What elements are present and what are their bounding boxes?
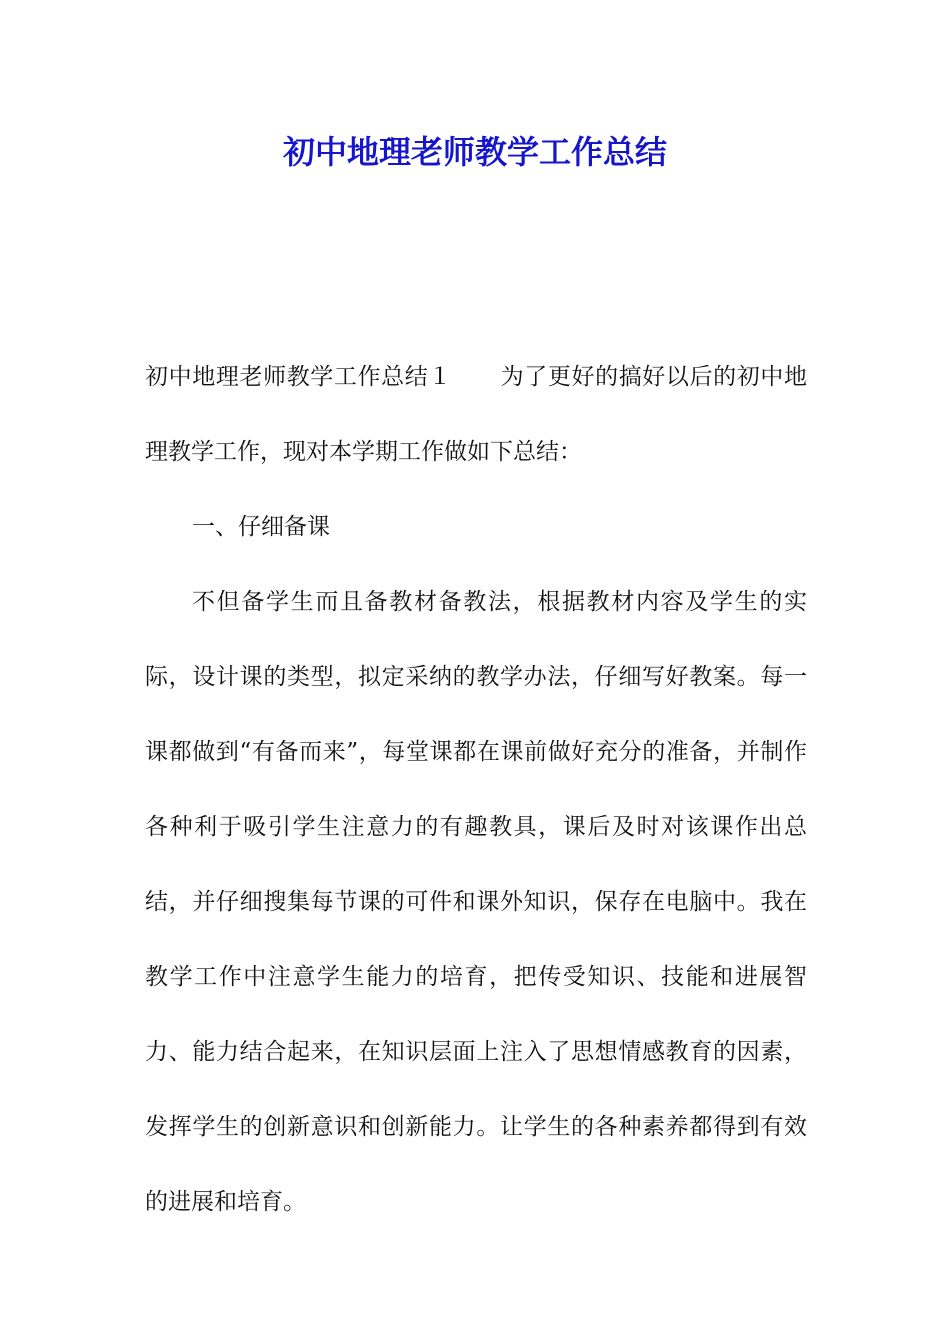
section-heading: 一、仔细备课 <box>192 514 330 540</box>
document-title: 初中地理老师教学工作总结 <box>282 133 667 171</box>
intro-text: 为了更好的搞好以后的初中地理教学工作，现对本学期工作做如下总结： <box>145 364 808 465</box>
intro-paragraph <box>145 340 807 490</box>
section-body-paragraph: 不但备学生而且备教材备教法，根据教材内容及学生的实际，设计课的类型，拟定采纳的教学办法，仔细写好教案。每一课都做到“有备而来”，每堂课都在课前做好充分的准备，并制作各种利于吸引学生注意力的有趣教具，课后及时对该课作出总结，并仔细搜集每节课的可件和课外知识，保存在电脑中。我在教学工作中注意学生能力的培育，把传受知识、技能和进展智力、能力结合起来，在知识层面上注入了思想情感教育的因素，发挥学生的创新意识和创新能力。让学生的各种素养都得到有效的进展和培育。 <box>145 589 807 1215</box>
intro-heading: 初中地理老师教学工作总结１ <box>145 364 452 390</box>
document-body <box>145 340 807 1240</box>
